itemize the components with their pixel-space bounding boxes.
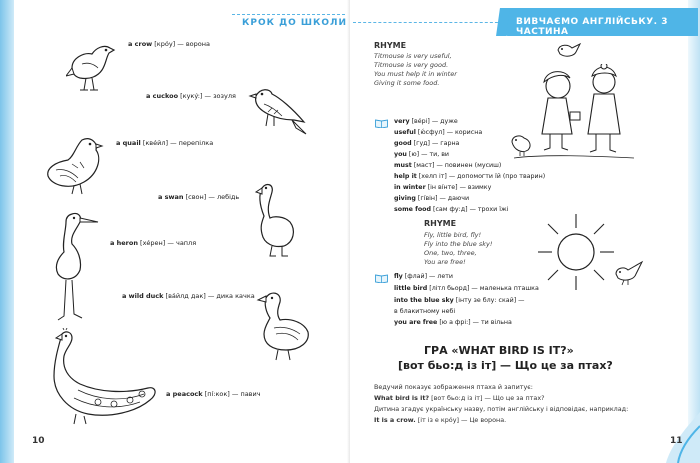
left-header — [232, 14, 350, 33]
cuckoo-word: a cuckoo — [146, 92, 179, 100]
vocab-item: into the blue sky [інту зе блу: скай] — — [394, 297, 525, 304]
rhyme-1-line: Giving it some food. — [374, 79, 440, 87]
quail-entry — [116, 139, 213, 147]
wild-duck-illustration — [256, 290, 312, 362]
crow-word: a crow — [128, 40, 153, 48]
quail-word: a quail — [116, 139, 141, 147]
game-title: ГРА «WHAT BIRD IS IT?» — [424, 344, 574, 357]
right-page-edge — [688, 0, 700, 463]
vocab-item: good [гуд] — гарна — [394, 140, 460, 147]
right-header-title: ВИВЧАЄМО АНГЛІЙСЬКУ. 3 ЧАСТИНА — [516, 17, 668, 37]
vocab-item: very [вéрі] — дуже — [394, 118, 458, 125]
game-instruction: Дитина згадує українську назву, потім англійську і відповідає, наприклад: — [374, 405, 629, 413]
swan-word: a swan — [158, 193, 184, 201]
rhyme-1-line: Titmouse is very useful, — [374, 52, 452, 60]
titmouse-ground-illustration — [508, 130, 534, 156]
wild-duck-translation: [вáйлд дак] — дика качка — [163, 292, 255, 300]
quail-illustration — [42, 132, 106, 196]
open-book-icon — [375, 119, 388, 128]
rhyme-2-line: Fly into the blue sky! — [424, 240, 493, 248]
left-header-title: КРОК ДО ШКОЛИ — [242, 18, 348, 28]
heron-translation: [хéрен] — чапля — [137, 239, 197, 247]
titmouse-flying-illustration — [554, 40, 582, 60]
crow-translation: [крóу] — ворона — [152, 40, 210, 48]
wild-duck-entry — [122, 292, 255, 300]
vocab-item: some food [сам фу:д] — трохи їжі — [394, 206, 509, 213]
rhyme-2-line: Fly, little bird, fly! — [424, 231, 482, 239]
peacock-word: a peacock — [166, 390, 203, 398]
rhyme-1-line: Titmouse is very good. — [374, 61, 449, 69]
game-answer: It is a crow. [іт із е крóу] — Це ворона. — [374, 416, 507, 424]
vocab-item: в блакитному небі — [394, 308, 456, 315]
rhyme-2-line: One, two, three, — [424, 249, 477, 257]
vocab-item: must [маст] — повинен (мусиш) — [394, 162, 502, 169]
vocab-item: giving [гíвін] — даючи — [394, 195, 470, 202]
cuckoo-entry — [146, 92, 236, 100]
rhyme-1-title: RHYME — [374, 41, 407, 50]
rhyme-2-line: You are free! — [424, 258, 466, 266]
game-instruction: Ведучий показує зображення птаха й запитує: — [374, 383, 533, 391]
vocab-item: in winter [ін вíнте] — взимку — [394, 184, 492, 191]
wild-duck-word: a wild duck — [122, 292, 164, 300]
vocab-item: help it [хелп іт] — допомогти їй (про тварин) — [394, 173, 546, 180]
vocab-item: fly [флай] — лети — [394, 273, 454, 280]
vocab-item: useful [ю́сфул] — корисна — [394, 129, 483, 136]
right-page — [350, 0, 700, 463]
vocab-item: you [ю] — ти, ви — [394, 151, 450, 158]
little-bird-illustration — [612, 260, 648, 286]
swan-illustration — [254, 182, 298, 260]
crow-illustration — [66, 38, 116, 98]
left-page-edge — [0, 0, 14, 463]
right-header-rule — [353, 22, 503, 23]
game-question: What bird is it? [вот бьо:д із іт] — Що це за птах? — [374, 394, 545, 402]
open-book-icon — [375, 274, 388, 283]
heron-word: a heron — [110, 239, 138, 247]
quail-translation: [квéйл] — перепілка — [140, 139, 214, 147]
cuckoo-translation: [кукý:] — зозуля — [178, 92, 236, 100]
swan-translation: [свон] — лебідь — [183, 193, 240, 201]
peacock-illustration — [48, 328, 160, 428]
vocab-item: little bird [літл бьорд] — маленька пташка — [394, 285, 539, 292]
right-header — [502, 8, 698, 36]
heron-entry — [110, 239, 196, 247]
vocab-item: you are free [ю а фрі:] — ти вільна — [394, 319, 512, 326]
heron-illustration — [42, 210, 100, 322]
game-subtitle: [вот бьо:д із іт] — Що це за птах? — [398, 359, 613, 372]
rhyme-2-title: RHYME — [424, 219, 457, 228]
cuckoo-illustration — [246, 84, 308, 144]
left-page-number: 10 — [32, 436, 45, 446]
rhyme-1-line: You must help it in winter — [374, 70, 457, 78]
peacock-translation: [пí:кок] — павич — [202, 390, 261, 398]
peacock-entry — [166, 390, 261, 398]
swan-entry — [158, 193, 239, 201]
right-page-number: 11 — [670, 436, 683, 446]
crow-entry — [128, 40, 210, 48]
sun-illustration — [536, 212, 616, 292]
